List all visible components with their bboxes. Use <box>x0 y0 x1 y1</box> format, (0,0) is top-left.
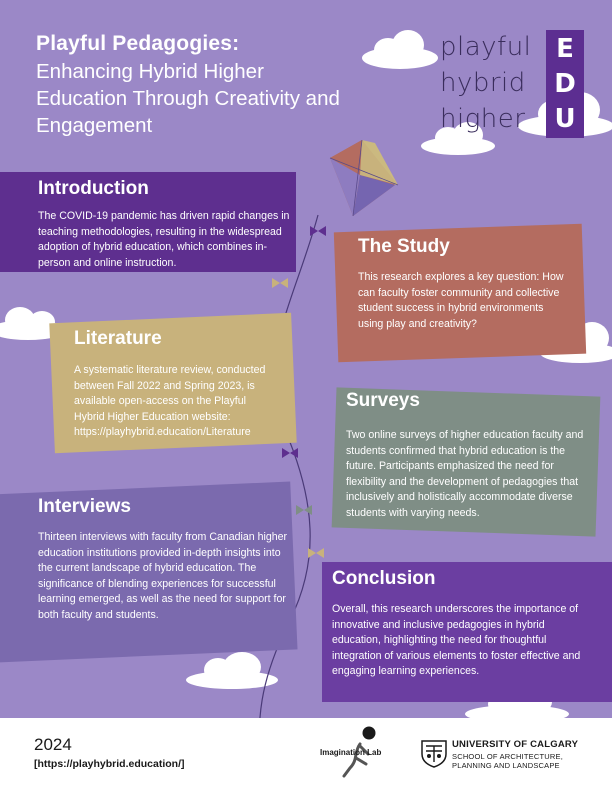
school-name-line2: PLANNING AND LANDSCAPE <box>452 761 560 770</box>
introduction-heading: Introduction <box>38 178 149 199</box>
imagination-lab-label: Imagination Lab <box>320 748 382 757</box>
school-name-line1: SCHOOL OF ARCHITECTURE, <box>452 752 563 761</box>
logo-letter-e: E <box>556 34 574 64</box>
conclusion-heading: Conclusion <box>332 568 436 589</box>
footer-year: 2024 <box>34 735 72 754</box>
poster-title: Playful Pedagogies: <box>36 32 240 55</box>
poster-subtitle: Enhancing Hybrid Higher Education Through Creativity and Engagement <box>36 60 340 137</box>
footer-url[interactable]: [https://playhybrid.education/] <box>34 758 185 770</box>
logo-edu-box <box>546 30 584 138</box>
logo-word-playful: playful <box>440 32 532 62</box>
study-heading: The Study <box>358 236 450 257</box>
literature-body: A systematic literature review, conducted between Fall 2022 and Spring 2023, is available open-access on the Playful Hybrid Higher Education website: https://playhybrid.education/Literature <box>74 364 266 438</box>
study-body: This research explores a key question: How can faculty foster community and collective student success in hybrid environments using play and creativity? <box>358 271 564 330</box>
literature-content <box>74 328 288 441</box>
surveys-body: Two online surveys of higher education faculty and students confirmed that hybrid education is the future. Participants emphasized the need for flexibility and the development of pedagogies that inclusively and holistically accommodate diverse students with varying needs. <box>346 429 584 519</box>
university-crest-icon <box>420 738 448 768</box>
logo-word-higher: higher <box>440 104 526 134</box>
surveys-heading: Surveys <box>346 390 420 411</box>
introduction-content <box>38 178 298 271</box>
interviews-body: Thirteen interviews with faculty from Canadian higher education institutions provided in-depth insights into the current landscape of hybrid education. The significance of blending experiences for successful learning emerged, as well as the need for support for both faculty and students. <box>38 531 288 621</box>
interviews-content <box>38 496 290 623</box>
playful-hybrid-higher-edu-logo <box>440 30 590 140</box>
logo-letter-d: D <box>554 69 576 99</box>
surveys-content <box>346 390 594 521</box>
conclusion-body: Overall, this research underscores the importance of innovative and inclusive pedagogies in hybrid education, highlighting the need for thoughtful integration of various elements to foster effective and engaging learning experiences. <box>332 603 581 677</box>
logo-letter-u: U <box>554 104 576 134</box>
introduction-body: The COVID-19 pandemic has driven rapid changes in teaching methodologies, resulting in the widespread adoption of hybrid education, which combines in-person and online instruction. <box>38 210 290 269</box>
interviews-heading: Interviews <box>38 496 131 517</box>
study-content <box>358 236 578 332</box>
logo-word-hybrid: hybrid <box>440 68 526 98</box>
university-name: UNIVERSITY OF CALGARY <box>452 739 579 750</box>
literature-heading: Literature <box>74 328 162 349</box>
conclusion-content <box>332 568 594 680</box>
